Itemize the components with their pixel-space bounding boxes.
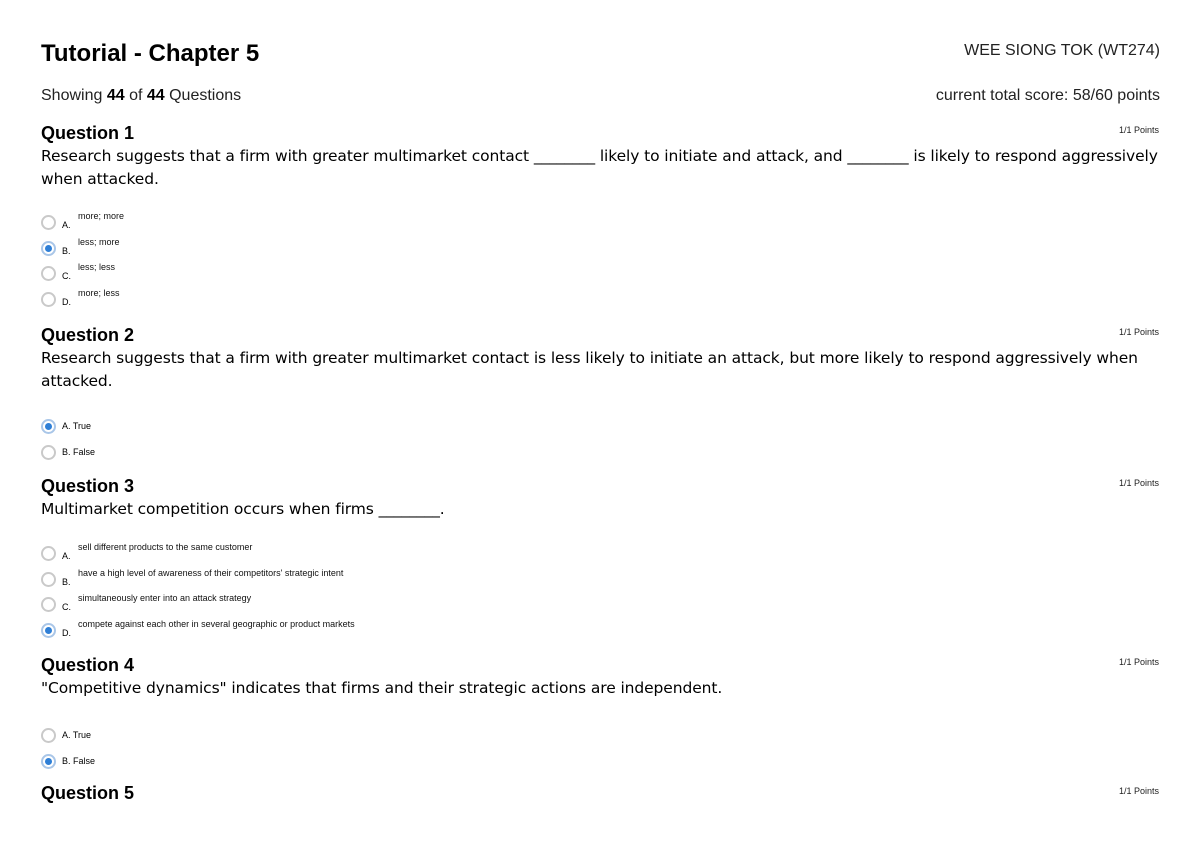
question-4-text: "Competitive dynamics" indicates that firms and their strategic actions are independent.: [41, 679, 723, 697]
radio-button-selected[interactable]: [41, 241, 56, 256]
question-3-heading: Question 3: [41, 476, 135, 496]
user-name: WEE SIONG TOK (WT274): [964, 42, 1160, 59]
radio-button[interactable]: [41, 445, 56, 460]
radio-button[interactable]: [41, 292, 56, 307]
option-letter: B.: [62, 577, 71, 587]
option-letter: C.: [62, 602, 71, 612]
question-3-text: Multimarket competition occurs when firms ________.: [41, 500, 445, 518]
page-title: Tutorial - Chapter 5: [41, 40, 260, 67]
showing-prefix: Showing: [41, 87, 107, 104]
total-score: current total score: 58/60 points: [935, 87, 1160, 104]
option-letter: A.: [62, 551, 71, 561]
option-text: have a high level of awareness of their competitors' strategic intent: [78, 568, 344, 578]
radio-button[interactable]: [41, 546, 56, 561]
question-4-heading: Question 4: [41, 655, 135, 675]
radio-button-selected[interactable]: [41, 419, 56, 434]
option-text: more; more: [78, 211, 125, 221]
question-3-points: 1/1 Points: [1118, 478, 1159, 488]
question-1-text: Research suggests that a firm with greater multimarket contact ________ likely to initiate and attack, and ________ is likely to respond aggressively when attacked.: [41, 147, 1158, 188]
option-text: simultaneously enter into an attack strategy: [78, 593, 252, 603]
radio-button[interactable]: [41, 728, 56, 743]
question-1-heading: Question 1: [41, 123, 135, 143]
question-5-heading: Question 5: [41, 783, 135, 803]
question-count: [41, 87, 241, 105]
radio-button-selected[interactable]: [41, 754, 56, 769]
option-text: sell different products to the same customer: [78, 542, 253, 552]
option-letter: D.: [62, 628, 71, 638]
radio-button[interactable]: [41, 215, 56, 230]
showing-suffix: Questions: [164, 87, 242, 104]
radio-button[interactable]: [41, 597, 56, 612]
radio-button[interactable]: [41, 572, 56, 587]
question-4-points: 1/1 Points: [1118, 657, 1159, 667]
option-letter: C.: [62, 271, 71, 281]
option-label: B. False: [62, 756, 96, 766]
option-text: more; less: [78, 288, 120, 298]
option-label: B. False: [62, 447, 96, 457]
option-letter: A.: [62, 220, 71, 230]
question-2-points: 1/1 Points: [1118, 327, 1159, 337]
radio-button-selected[interactable]: [41, 623, 56, 638]
option-text: less; less: [78, 262, 116, 272]
option-letter: B.: [62, 246, 71, 256]
option-label: A. True: [62, 730, 92, 740]
option-letter: D.: [62, 297, 71, 307]
option-text: less; more: [78, 237, 120, 247]
showing-count: 44: [106, 87, 125, 104]
showing-total: 44: [146, 87, 165, 104]
question-2-text: Research suggests that a firm with greater multimarket contact is less likely to initiate an attack, but more likely to respond aggressively when attacked.: [41, 349, 1138, 390]
question-1-points: 1/1 Points: [1118, 125, 1159, 135]
radio-button[interactable]: [41, 266, 56, 281]
option-label: A. True: [62, 421, 92, 431]
question-2-heading: Question 2: [41, 325, 135, 345]
option-text: compete against each other in several geographic or product markets: [78, 619, 355, 629]
question-5-points: 1/1 Points: [1118, 786, 1159, 796]
showing-of: of: [124, 87, 147, 104]
